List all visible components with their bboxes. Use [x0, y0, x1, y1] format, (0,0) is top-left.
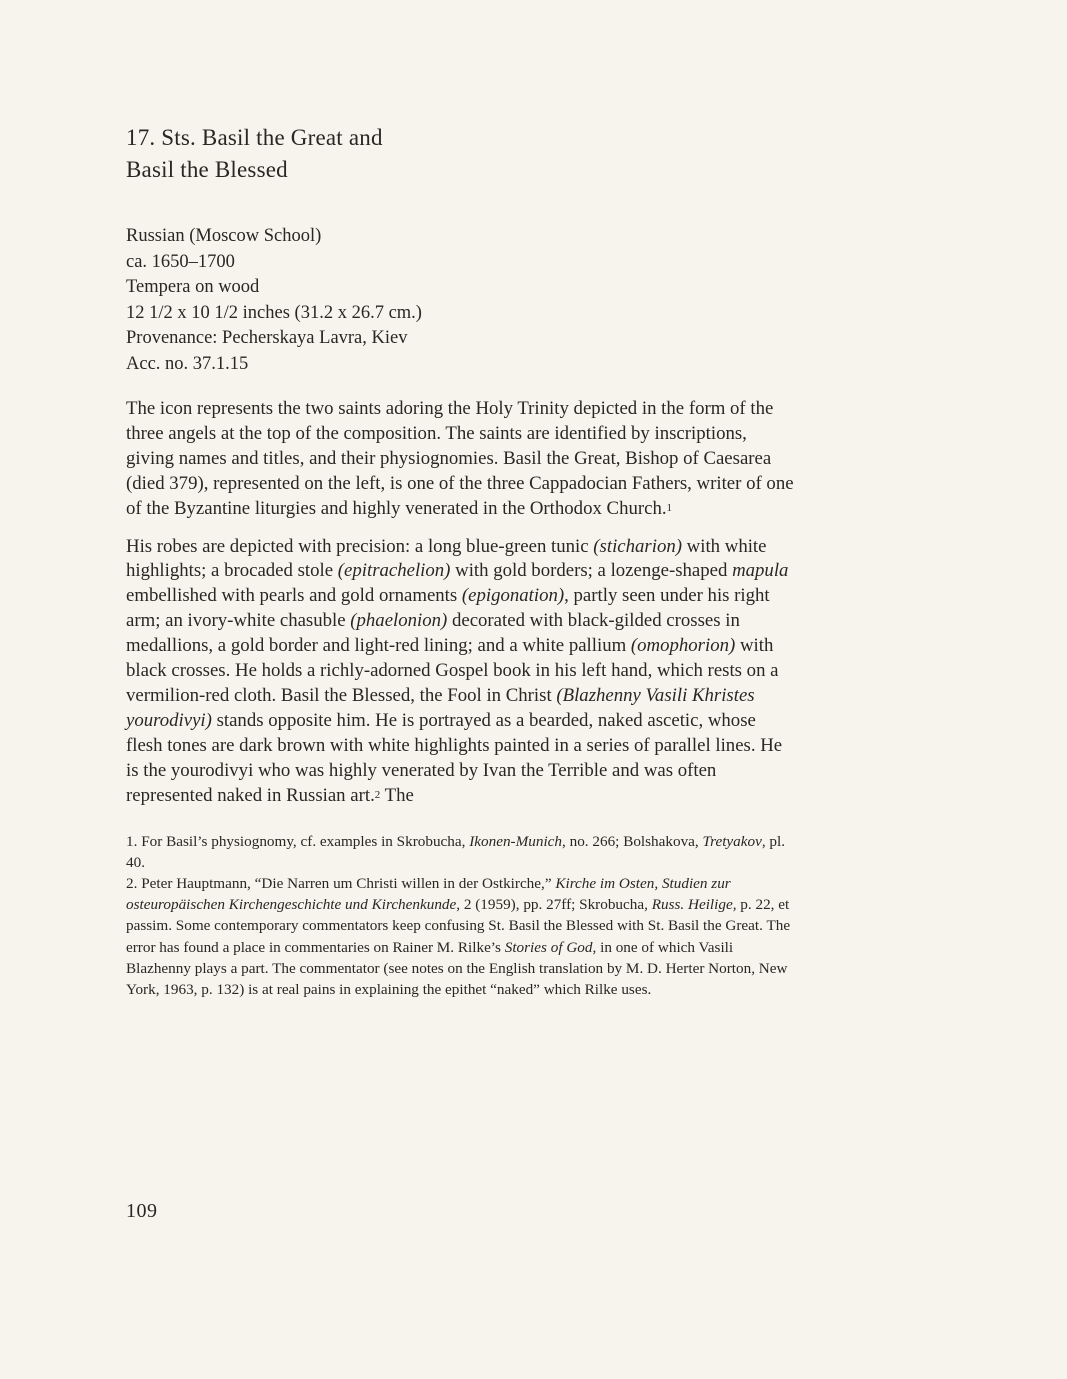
italic-term: (epitrachelion) — [337, 560, 451, 582]
paragraph-1 — [126, 397, 794, 522]
text-run: with gold borders; a lozenge-shaped — [450, 560, 733, 582]
provenance: Provenance: Pecherskaya Lavra, Kiev — [126, 328, 408, 348]
footnote-2 — [126, 873, 794, 1000]
text-run: 2. Peter Hauptmann, “Die Narren um Christi willen in der Ostkirche,” — [126, 874, 556, 892]
text-run: The — [380, 784, 414, 806]
italic-term: mapula — [732, 560, 789, 582]
footnote-1 — [126, 831, 794, 873]
school: Russian (Moscow School) — [126, 226, 322, 246]
footnotes — [126, 831, 794, 1001]
page-number: 109 — [126, 1200, 158, 1222]
italic-term: (omophorion) — [630, 635, 736, 657]
entry-title-line-1: 17. Sts. Basil the Great and — [126, 125, 383, 150]
text-run: , no. 266; Bolshakova, — [562, 832, 703, 850]
italic-term: (phaelonion) — [350, 610, 448, 632]
italic-citation: Russ. Heilige — [651, 896, 733, 914]
entry-metadata — [126, 224, 794, 377]
italic-citation: Kirche im Osten, Studien zur osteuropäischen Kirchengeschichte und Kirchenkunde — [126, 874, 731, 914]
text-run: with black crosses. He holds a richly-adorned Gospel book in his left hand, which rests on a vermilion-red cloth. Basil the Blessed, the Fool in Christ — [126, 635, 779, 706]
text-run: 1. For Basil’s physiognomy, cf. examples in Skrobucha, — [126, 832, 470, 850]
entry-title-line-2: Basil the Blessed — [126, 157, 288, 182]
text-run: , 2 (1959), pp. 27ff; Skrobucha, — [456, 896, 652, 914]
italic-citation: Tretyakov — [702, 832, 762, 850]
medium: Tempera on wood — [126, 277, 260, 297]
text-run: stands opposite him. He is portrayed as a bearded, naked ascetic, whose flesh tones are dark brown with white highlights painted in a series of parallel lines. He is the yourodivyi who was highly venerated by Ivan the Terrible and was often represented naked in Russian art. — [126, 709, 783, 806]
date: ca. 1650–1700 — [126, 251, 235, 272]
text-run: , in one of which Vasili Blazhenny plays a part. The commentator (see notes on the English translation by M. D. Herter Norton, New York, 1963, p. 132) is at real pains in explaining the epithet “naked” which Rilke uses. — [126, 938, 788, 998]
paragraph-1-text: The icon represents the two saints adoring the Holy Trinity depicted in the form of the three angels at the top of the composition. The saints are identified by inscriptions, giving names and titles, and their physiognomies. Basil the Great, Bishop of Caesarea (died 379), represented on the left, is one of the three Cappadocian Fathers, writer of one of the Byzantine liturgies and highly venerated in the Orthodox Church. — [126, 398, 794, 519]
catalog-entry — [126, 122, 794, 1000]
text-run: , pl. 40. — [126, 832, 786, 871]
footnote-ref-2: 2 — [374, 788, 381, 801]
italic-term: (Blazhenny Vasili Khristes yourodivyi) — [126, 684, 755, 731]
text-run: embellished with pearls and gold ornaments — [126, 585, 462, 607]
text-run: with white highlights; a brocaded stole — [126, 535, 767, 582]
footnote-ref-1: 1 — [666, 501, 673, 514]
text-run: , partly seen under his right arm; an ivory-white chasuble — [126, 585, 770, 632]
italic-term: (epigonation) — [461, 585, 565, 607]
text-run: decorated with black-gilded crosses in medallions, a gold border and light-red lining; and a white pallium — [126, 610, 740, 657]
italic-citation: Ikonen-Munich — [469, 832, 563, 850]
text-run: His robes are depicted with precision: a long blue-green tunic — [126, 535, 594, 557]
italic-citation: Stories of God — [504, 938, 593, 956]
italic-term: (sticharion) — [593, 535, 682, 557]
accession-number: Acc. no. 37.1.15 — [126, 353, 249, 374]
dimensions: 12 1/2 x 10 1/2 inches (31.2 x 26.7 cm.) — [126, 302, 422, 323]
paragraph-2 — [126, 535, 794, 809]
entry-title — [126, 122, 794, 186]
entry-body — [126, 397, 794, 809]
text-run: , p. 22, et passim. Some contemporary commentators keep confusing St. Basil the Blessed with St. Basil the Great. The error has found a place in commentaries on Rainer M. Rilke’s — [126, 896, 791, 956]
